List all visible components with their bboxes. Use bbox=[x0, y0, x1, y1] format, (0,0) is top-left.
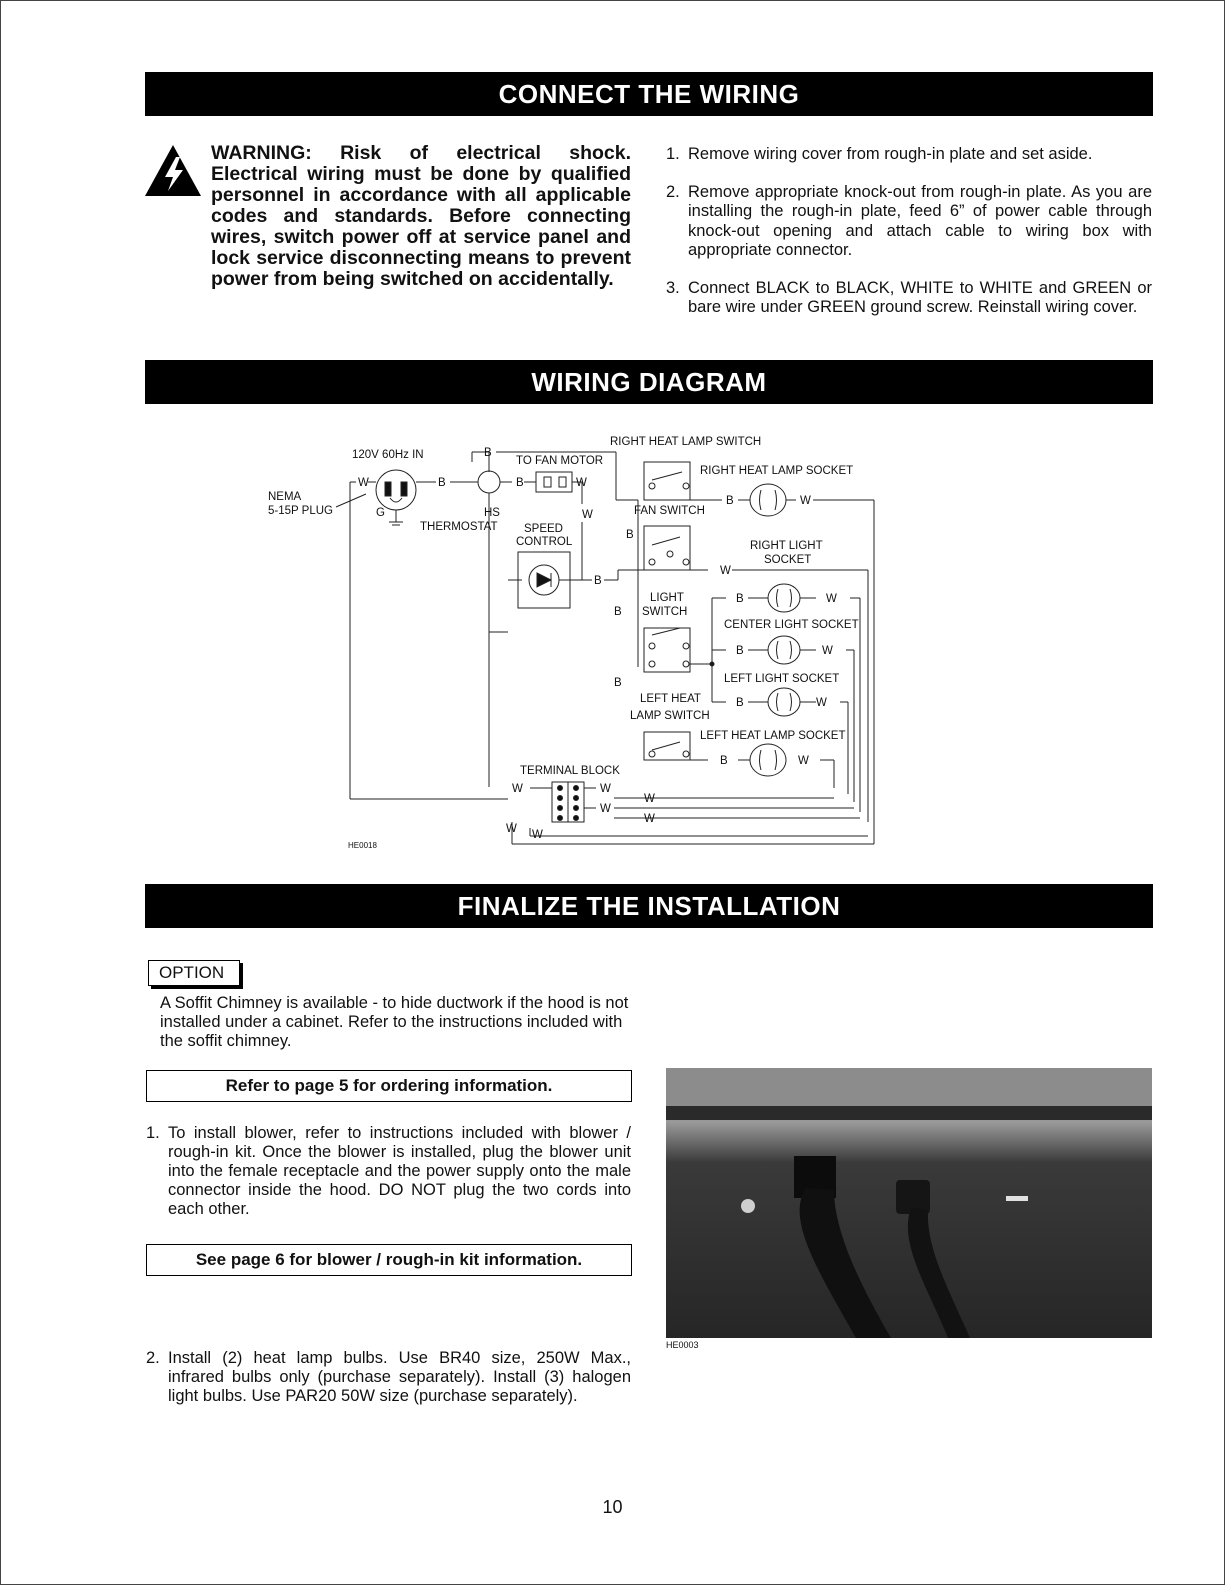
diagram-label-speed: SPEED bbox=[524, 523, 563, 535]
diagram-label-w: W bbox=[816, 697, 827, 709]
diagram-label-switch: SWITCH bbox=[642, 606, 688, 618]
diagram-label-w: W bbox=[600, 783, 611, 795]
blower-reference-box: See page 6 for blower / rough-in kit information. bbox=[146, 1244, 632, 1276]
diagram-label-right-heat-lamp-switch: RIGHT HEAT LAMP SWITCH bbox=[610, 436, 762, 448]
warning-text: WARNING: Risk of electrical shock. Electrical wiring must be done by qualified personnel in accordance with all applicable codes and standards. Before connecting wires, switch power off at service panel and lock service disconnecting means to prevent power from being switched on accidentally. bbox=[211, 142, 631, 290]
diagram-label-b: B bbox=[614, 677, 622, 689]
diagram-label-b: B bbox=[614, 606, 622, 618]
diagram-label-w: W bbox=[532, 829, 543, 841]
diagram-label-w: W bbox=[822, 645, 833, 657]
option-label: OPTION bbox=[148, 960, 240, 986]
diagram-label-b: B bbox=[736, 645, 744, 657]
diagram-label-b: B bbox=[736, 593, 744, 605]
diagram-label-w: W bbox=[720, 565, 731, 577]
diagram-label-w: W bbox=[576, 477, 587, 489]
diagram-label-socket: SOCKET bbox=[764, 554, 812, 566]
section-finalize-installation: FINALIZE THE INSTALLATION bbox=[145, 884, 1153, 928]
diagram-label-b: B bbox=[736, 697, 744, 709]
diagram-label-b: B bbox=[626, 529, 634, 541]
diagram-label-right-heat-lamp-socket: RIGHT HEAT LAMP SOCKET bbox=[700, 465, 854, 477]
list-item: 1. Remove wiring cover from rough-in plate and set aside. bbox=[666, 145, 1093, 163]
section-connect-wiring: CONNECT THE WIRING bbox=[145, 72, 1153, 116]
diagram-label-w: W bbox=[644, 813, 655, 825]
diagram-label-b: B bbox=[484, 447, 492, 459]
diagram-label-w: W bbox=[600, 803, 611, 815]
diagram-label-fan-switch: FAN SWITCH bbox=[634, 505, 705, 517]
section-wiring-diagram: WIRING DIAGRAM bbox=[145, 360, 1153, 404]
diagram-label-ground: G bbox=[376, 507, 385, 519]
diagram-label-thermostat: THERMOSTAT bbox=[420, 521, 498, 533]
diagram-label-left-heat: LEFT HEAT bbox=[640, 693, 701, 705]
connect-steps bbox=[666, 145, 1152, 318]
lightning-warning-icon bbox=[143, 143, 203, 198]
diagram-label-b: B bbox=[720, 755, 728, 767]
diagram-label-plug: 5-15P PLUG bbox=[268, 505, 333, 517]
list-item: 3. Connect BLACK to BLACK, WHITE to WHITE and GREEN or bare wire under GREEN ground screw. Reinstall wiring cover. bbox=[666, 278, 1152, 316]
diagram-label-nema: NEMA bbox=[268, 491, 302, 503]
list-item: 2. Install (2) heat lamp bulbs. Use BR40 size, 250W Max., infrared bulbs only (purchase separately). Install (3) halogen light bulbs. Use PAR20 50W size (purchase separately). bbox=[146, 1349, 631, 1405]
diagram-label-hs: HS bbox=[484, 507, 500, 519]
diagram-label-w: W bbox=[358, 477, 369, 489]
ordering-reference-box: Refer to page 5 for ordering information. bbox=[146, 1070, 632, 1102]
diagram-label-input: 120V 60Hz IN bbox=[352, 449, 424, 461]
diagram-label-light: LIGHT bbox=[650, 592, 684, 604]
diagram-label-w: W bbox=[512, 783, 523, 795]
diagram-label-fan-motor: TO FAN MOTOR bbox=[516, 455, 604, 467]
page-number: 10 bbox=[602, 1497, 623, 1517]
diagram-label-w: W bbox=[582, 509, 593, 521]
diagram-label-right-light: RIGHT LIGHT bbox=[750, 540, 823, 552]
diagram-label-w: W bbox=[826, 593, 837, 605]
diagram-label-b: B bbox=[438, 477, 446, 489]
diagram-label-control: CONTROL bbox=[516, 536, 573, 548]
blower-connection-photo bbox=[666, 1068, 1152, 1338]
diagram-label-center-light-socket: CENTER LIGHT SOCKET bbox=[724, 619, 859, 631]
diagram-label-w: W bbox=[800, 495, 811, 507]
diagram-label-terminal-block: TERMINAL BLOCK bbox=[520, 765, 620, 777]
diagram-label-left-light-socket: LEFT LIGHT SOCKET bbox=[724, 673, 840, 685]
diagram-label-w: W bbox=[644, 793, 655, 805]
diagram-label-w: W bbox=[506, 823, 517, 835]
diagram-label-w: W bbox=[798, 755, 809, 767]
photo-code: HE0003 bbox=[666, 1340, 699, 1350]
wiring-diagram bbox=[260, 432, 900, 868]
option-text: A Soffit Chimney is available - to hide ductwork if the hood is not installed under a cabinet. Refer to the instructions included with the soffit chimney. bbox=[160, 994, 629, 1050]
diagram-label-b: B bbox=[594, 575, 602, 587]
diagram-code: HE0018 bbox=[348, 841, 377, 850]
list-item: 2. Remove appropriate knock-out from rough-in plate. As you are installing the rough-in plate, feed 6” of power cable through knock-out opening and attach cable to wiring box with appropriate connector. bbox=[666, 182, 1152, 259]
list-item: 1. To install blower, refer to instructions included with blower / rough-in kit. Once the blower is installed, plug the blower unit into the female receptacle and the power supply onto the male connector inside the hood. DO NOT plug the two cords into each other. bbox=[146, 1124, 631, 1218]
diagram-label-b: B bbox=[726, 495, 734, 507]
diagram-label-left-heat-lamp-socket: LEFT HEAT LAMP SOCKET bbox=[700, 730, 846, 742]
diagram-label-b: B bbox=[516, 477, 524, 489]
diagram-label-lamp-switch: LAMP SWITCH bbox=[630, 710, 710, 722]
